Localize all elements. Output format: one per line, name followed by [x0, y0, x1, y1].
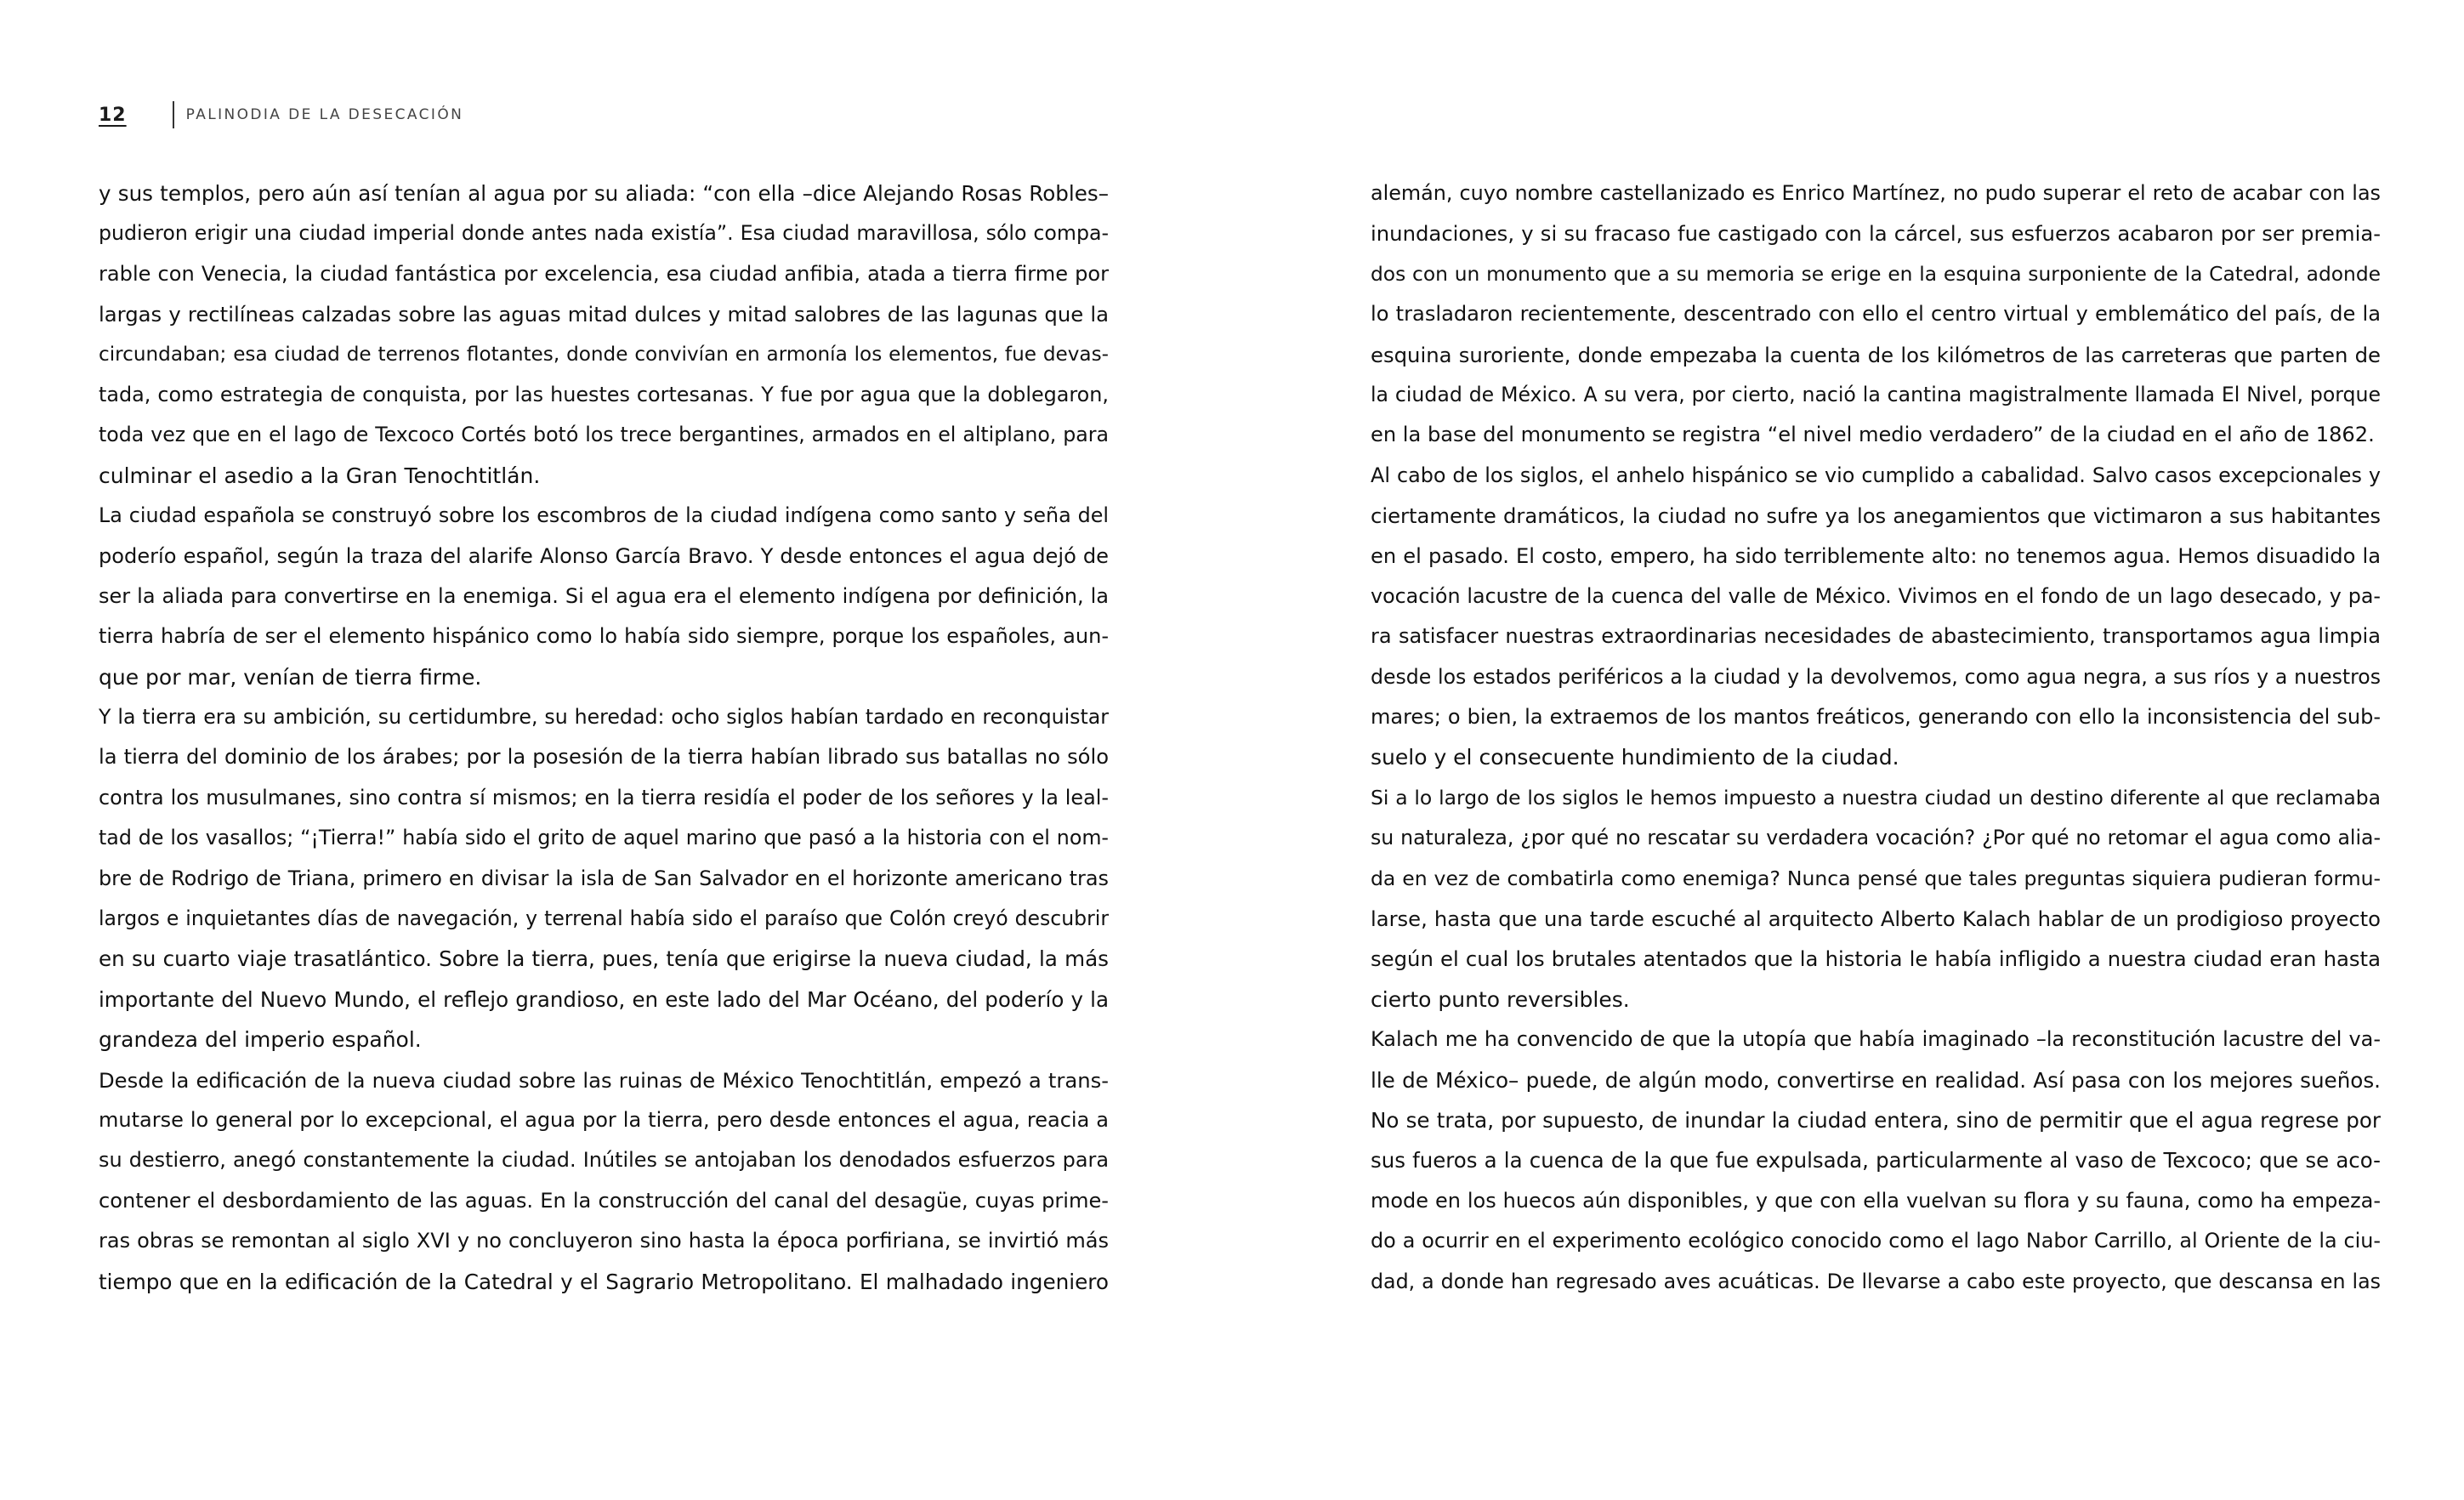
text-line: tada, como estrategia de conquista, por las huestes cortesanas. Y fue por agua que la doblegaron, — [99, 382, 1109, 406]
text-line: inundaciones, y si su fracaso fue castigado con la cárcel, sus esfuerzos acabaron por ser premia- — [1371, 221, 2381, 247]
text-line: desde los estados periféricos a la ciudad y la devolvemos, como agua negra, a sus ríos y a nuestros — [1371, 664, 2381, 689]
text-line: mutarse lo general por lo excepcional, el agua por la tierra, pero desde entonces el agua, reacia a — [99, 1107, 1109, 1132]
text-line: pudieron erigir una ciudad imperial donde antes nada existía”. Esa ciudad maravillosa, sólo compa- — [99, 221, 1109, 246]
text-line: en el pasado. El costo, empero, ha sido terriblemente alto: no tenemos agua. Hemos disuadido la — [1371, 543, 2381, 568]
text-line: larse, hasta que una tarde escuché al arquitecto Alberto Kalach hablar de un prodigioso proyecto — [1371, 906, 2381, 932]
page-header — [99, 100, 463, 129]
text-line: largos e inquietantes días de navegación, y terrenal había sido el paraíso que Colón creyó descubrir — [99, 906, 1109, 931]
text-line: poderío español, según la traza del alarife Alonso García Bravo. Y desde entonces el agua dejó de — [99, 543, 1109, 568]
text-line: vocación lacustre de la cuenca del valle de México. Vivimos en el fondo de un lago desecado, y pa- — [1371, 583, 2381, 608]
text-line: bre de Rodrigo de Triana, primero en divisar la isla de San Salvador en el horizonte americano tras — [99, 866, 1109, 890]
page-number: 12 — [99, 104, 127, 126]
text-line: largas y rectilíneas calzadas sobre las aguas mitad dulces y mitad salobres de las lagunas que la — [99, 302, 1109, 327]
text-line: Al cabo de los siglos, el anhelo hispánico se vio cumplido a cabalidad. Salvo casos excepcionales y — [1371, 463, 2381, 487]
text-line: la tierra del dominio de los árabes; por la posesión de la tierra habían librado sus batallas no sólo — [99, 745, 1109, 770]
text-line: que por mar, venían de tierra firme. — [99, 664, 482, 690]
text-line: toda vez que en el lago de Texcoco Cortés botó los trece bergantines, armados en el altiplano, para — [99, 423, 1109, 447]
text-line: en la base del monumento se registra “el nivel medio verdadero” de la ciudad en el año de 1862. — [1371, 423, 2375, 447]
text-line: tiempo que en la edificación de la Catedral y el Sagrario Metropolitano. El malhadado ingeniero — [99, 1269, 1109, 1294]
text-line: ras obras se remontan al siglo XVI y no concluyeron sino hasta la época porfiriana, se invirtió más — [99, 1229, 1109, 1253]
text-line: ra satisfacer nuestras extraordinarias necesidades de abastecimiento, transportamos agua limpia — [1371, 624, 2381, 649]
text-line: ser la aliada para convertirse en la enemiga. Si el agua era el elemento indígena por definición, la — [99, 583, 1109, 608]
text-line: tad de los vasallos; “¡Tierra!” había sido el grito de aquel marino que pasó a la historia con el nom- — [99, 826, 1109, 850]
text-line: mares; o bien, la extraemos de los mantos freáticos, generando con ello la inconsistencia del sub- — [1371, 705, 2381, 730]
text-line: contener el desbordamiento de las aguas. En la construcción del canal del desagüe, cuyas prime- — [99, 1188, 1109, 1213]
text-line: da en vez de combatirla como enemiga? Nunca pensé que tales preguntas siquiera pudieran formu- — [1371, 866, 2381, 890]
text-line: esquina suroriente, donde empezaba la cuenta de los kilómetros de las carreteras que parten de — [1371, 342, 2381, 367]
text-line: Y la tierra era su ambición, su certidumbre, su heredad: ocho siglos habían tardado en reconquistar — [99, 705, 1109, 730]
text-line: ciertamente dramáticos, la ciudad no sufre ya los anegamientos que victimaron a sus habitantes — [1371, 503, 2381, 529]
text-line: alemán, cuyo nombre castellanizado es Enrico Martínez, no pudo superar el reto de acabar con las — [1371, 181, 2381, 205]
right-text-column — [1371, 173, 2381, 1302]
text-line: tierra habría de ser el elemento hispánico como lo había sido siempre, porque los españoles, aun- — [99, 624, 1109, 649]
text-line: lle de México– puede, de algún modo, convertirse en realidad. Así pasa con los mejores sueños. — [1371, 1067, 2381, 1093]
running-title: PALINODIA DE LA DESECACIÓN — [185, 106, 464, 123]
text-line: su naturaleza, ¿por qué no rescatar su verdadera vocación? ¿Por qué no retomar el agua como alia- — [1371, 826, 2381, 850]
text-line: lo trasladaron recientemente, descentrado con ello el centro virtual y emblemático del país, de la — [1371, 302, 2381, 327]
text-line: cierto punto reversibles. — [1371, 986, 1630, 1012]
text-line: dos con un monumento que a su memoria se erige en la esquina surponiente de la Catedral, adonde — [1371, 261, 2381, 286]
text-line: Kalach me ha convencido de que la utopía que había imaginado –la reconstitución lacustre del va- — [1371, 1027, 2381, 1052]
text-line: Desde la edificación de la nueva ciudad sobre las ruinas de México Tenochtitlán, empezó a trans- — [99, 1067, 1109, 1093]
text-line: según el cual los brutales atentados que la historia le había infligido a nuestra ciudad eran hasta — [1371, 946, 2381, 972]
text-line: La ciudad española se construyó sobre los escombros de la ciudad indígena como santo y seña del — [99, 503, 1109, 528]
text-line: importante del Nuevo Mundo, el reflejo grandioso, en este lado del Mar Océano, del poderío y la — [99, 986, 1109, 1012]
text-line: suelo y el consecuente hundimiento de la ciudad. — [1371, 745, 1899, 770]
text-line: circundaban; esa ciudad de terrenos flotantes, donde convivían en armonía los elementos, fue devas- — [99, 343, 1109, 366]
text-line: y sus templos, pero aún así tenían al agua por su aliada: “con ella –dice Alejando Rosas Robles– — [99, 181, 1109, 206]
text-line: dad, a donde han regresado aves acuáticas. De llevarse a cabo este proyecto, que descansa en las — [1371, 1269, 2381, 1293]
left-text-column — [99, 173, 1109, 1302]
text-line: rable con Venecia, la ciudad fantástica por excelencia, esa ciudad anfibia, atada a tierra firme por — [99, 261, 1109, 286]
text-line: contra los musulmanes, sino contra sí mismos; en la tierra residía el poder de los señores y la leal- — [99, 785, 1109, 810]
text-line: en su cuarto viaje trasatlántico. Sobre la tierra, pues, tenía que erigirse la nueva ciudad, la más — [99, 946, 1109, 972]
text-line: sus fueros a la cuenca de la que fue expulsada, particularmente al vaso de Texcoco; que se aco- — [1371, 1148, 2381, 1173]
text-line: No se trata, por supuesto, de inundar la ciudad entera, sino de permitir que el agua regrese por — [1371, 1107, 2381, 1133]
text-line: la ciudad de México. A su vera, por cierto, nació la cantina magistralmente llamada El Nivel, porque — [1371, 382, 2381, 406]
text-line: grandeza del imperio español. — [99, 1027, 422, 1053]
text-line: culminar el asedio a la Gran Tenochtitlán. — [99, 463, 541, 488]
text-line: su destierro, anegó constantemente la ciudad. Inútiles se antojaban los denodados esfuerzos para — [99, 1148, 1109, 1173]
text-line: mode en los huecos aún disponibles, y que con ella vuelvan su flora y su fauna, como ha empeza- — [1371, 1188, 2381, 1213]
header-divider — [173, 101, 174, 128]
text-line: do a ocurrir en el experimento ecológico conocido como el lago Nabor Carrillo, al Oriente de la ciu- — [1371, 1229, 2381, 1253]
text-line: Si a lo largo de los siglos le hemos impuesto a nuestra ciudad un destino diferente al que reclamaba — [1371, 785, 2381, 810]
